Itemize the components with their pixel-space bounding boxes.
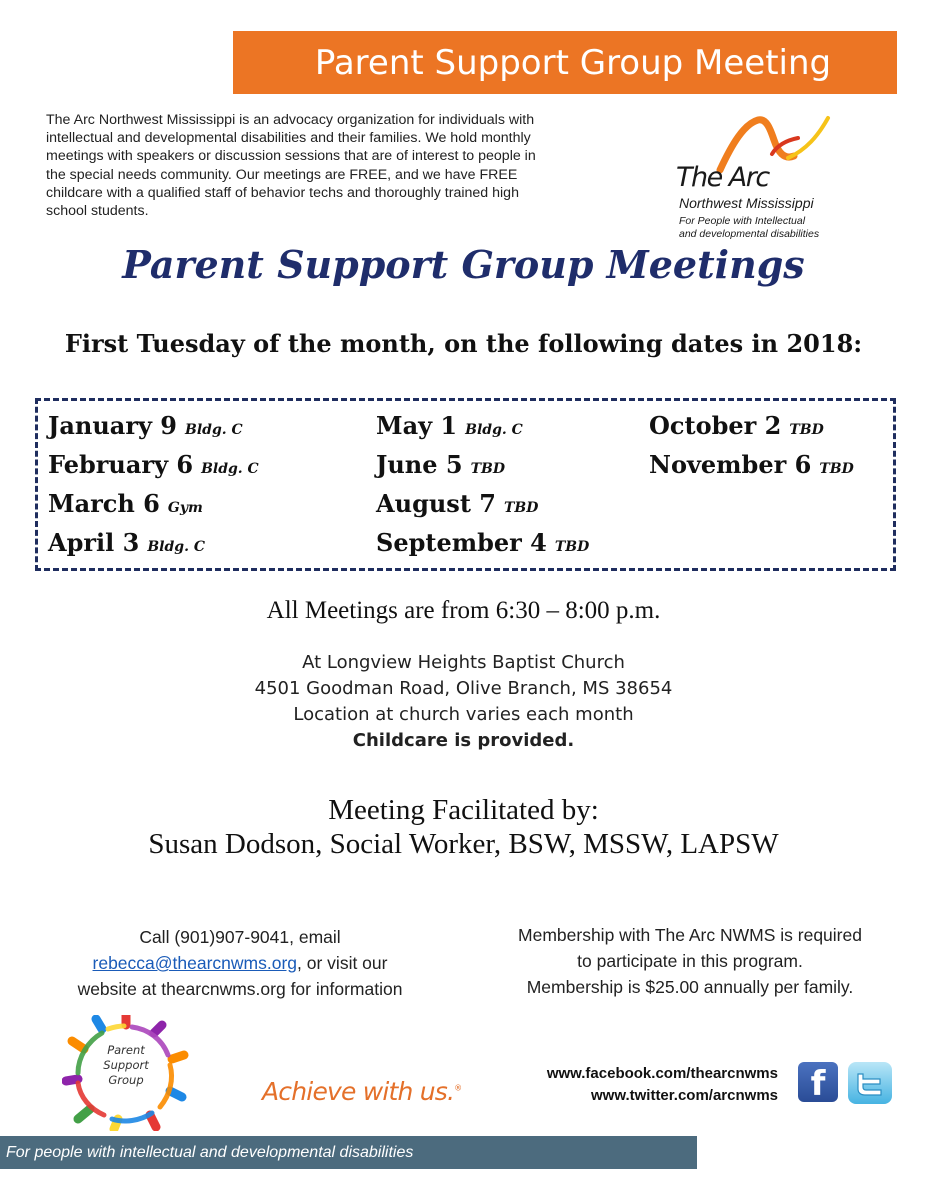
date-text: April 3	[48, 528, 140, 557]
contact-line-2	[30, 950, 450, 976]
dates-column-2	[376, 411, 589, 567]
date-location: TBD	[470, 461, 505, 477]
achieve-slogan	[262, 1077, 461, 1106]
membership-line-3: Membership is $25.00 annually per family.	[526, 977, 854, 997]
membership-line-1: Membership with The Arc NWMS is required	[518, 925, 862, 945]
facilitator-heading: Meeting Facilitated by:	[328, 794, 599, 826]
membership-line-2: to participate in this program.	[577, 951, 803, 971]
date-text: August 7	[376, 489, 496, 518]
arc-logo-tagline-line1: For People with Intellectual	[679, 215, 806, 227]
facilitator-block	[0, 793, 927, 861]
footer-banner	[0, 1136, 697, 1169]
date-location: Gym	[167, 500, 203, 516]
registered-mark: ®	[454, 1083, 462, 1093]
address-line-2: 4501 Goodman Road, Olive Branch, MS 38654	[254, 678, 673, 699]
date-item	[376, 528, 589, 567]
arc-logo-region: Northwest Mississippi	[679, 195, 814, 211]
social-links	[500, 1063, 778, 1107]
date-location: TBD	[503, 500, 539, 516]
meeting-address	[0, 650, 927, 754]
childcare-note: Childcare is provided.	[352, 730, 575, 751]
arc-logo-name: The Arc	[676, 162, 769, 193]
psg-logo-text	[86, 1043, 166, 1088]
footer-text: For people with intellectual and developmental disabilities	[6, 1143, 414, 1161]
date-location: Bldg. C	[465, 422, 523, 438]
membership-info	[470, 922, 910, 1000]
psg-logo-line-3: Group	[108, 1073, 144, 1087]
dates-column-3	[649, 411, 854, 489]
facilitator-name: Susan Dodson, Social Worker, BSW, MSSW, LAPSW	[148, 828, 779, 860]
date-item	[48, 489, 259, 528]
date-item	[376, 489, 589, 528]
email-link[interactable]: rebecca@thearcnwms.org	[92, 953, 298, 973]
contact-line-2-rest: , or visit our	[297, 953, 388, 973]
twitter-icon[interactable]	[848, 1062, 892, 1104]
date-item	[48, 411, 259, 450]
date-text: September 4	[376, 528, 547, 557]
date-text: February 6	[48, 450, 194, 479]
date-location: TBD	[789, 422, 824, 438]
meeting-dates-box	[35, 398, 896, 571]
contact-line-1: Call (901)907-9041, email	[139, 927, 341, 947]
meeting-time: All Meetings are from 6:30 – 8:00 p.m.	[266, 597, 661, 624]
date-text: January 9	[48, 411, 177, 440]
psg-logo-line-1: Parent	[107, 1043, 145, 1057]
twitter-bird-icon	[854, 1069, 886, 1097]
address-line-1: At Longview Heights Baptist Church	[302, 652, 625, 673]
date-location: Bldg. C	[185, 422, 243, 438]
contact-info	[30, 924, 450, 1002]
dates-heading: First Tuesday of the month, on the following dates in 2018:	[64, 329, 863, 358]
header-banner	[233, 31, 897, 94]
date-location: Bldg. C	[201, 461, 259, 477]
date-item	[48, 450, 259, 489]
arc-logo-tagline-line2: and developmental disabilities	[679, 228, 820, 240]
facebook-icon[interactable]: f	[798, 1062, 838, 1102]
contact-line-3: website at thearcnwms.org for information	[77, 979, 403, 999]
achieve-slogan-text: Achieve with us.	[262, 1077, 455, 1106]
psg-logo-line-2: Support	[103, 1058, 149, 1072]
arc-logo-tagline	[679, 215, 839, 241]
date-text: March 6	[48, 489, 160, 518]
header-title: Parent Support Group Meeting	[314, 42, 832, 83]
date-item	[649, 411, 854, 450]
arc-logo	[676, 114, 846, 244]
date-item	[649, 450, 854, 489]
intro-paragraph: The Arc Northwest Mississippi is an advocacy organization for individuals with intellectual and developmental disabilities and their families. We hold monthly meetings with speakers or discussion sessions that are of interest to people in the special needs community. Our meetings are FREE, and we have FREE childcare with a qualified staff of behavior techs and thoroughly trained high school students.	[46, 112, 536, 220]
twitter-link[interactable]: www.twitter.com/arcnwms	[591, 1087, 778, 1104]
facebook-link[interactable]: www.facebook.com/thearcnwms	[546, 1065, 778, 1082]
date-text: June 5	[376, 450, 463, 479]
date-text: May 1	[376, 411, 458, 440]
dates-column-1	[48, 411, 259, 567]
date-location: TBD	[819, 461, 854, 477]
date-item	[376, 450, 589, 489]
date-item	[376, 411, 589, 450]
parent-support-group-logo	[62, 1015, 190, 1131]
date-item	[48, 528, 259, 567]
date-location: TBD	[554, 539, 590, 555]
date-text: October 2	[649, 411, 782, 440]
date-text: November 6	[649, 450, 812, 479]
date-location: Bldg. C	[147, 539, 205, 555]
script-title: Parent Support Group Meetings	[122, 242, 805, 287]
address-line-3: Location at church varies each month	[293, 704, 634, 725]
